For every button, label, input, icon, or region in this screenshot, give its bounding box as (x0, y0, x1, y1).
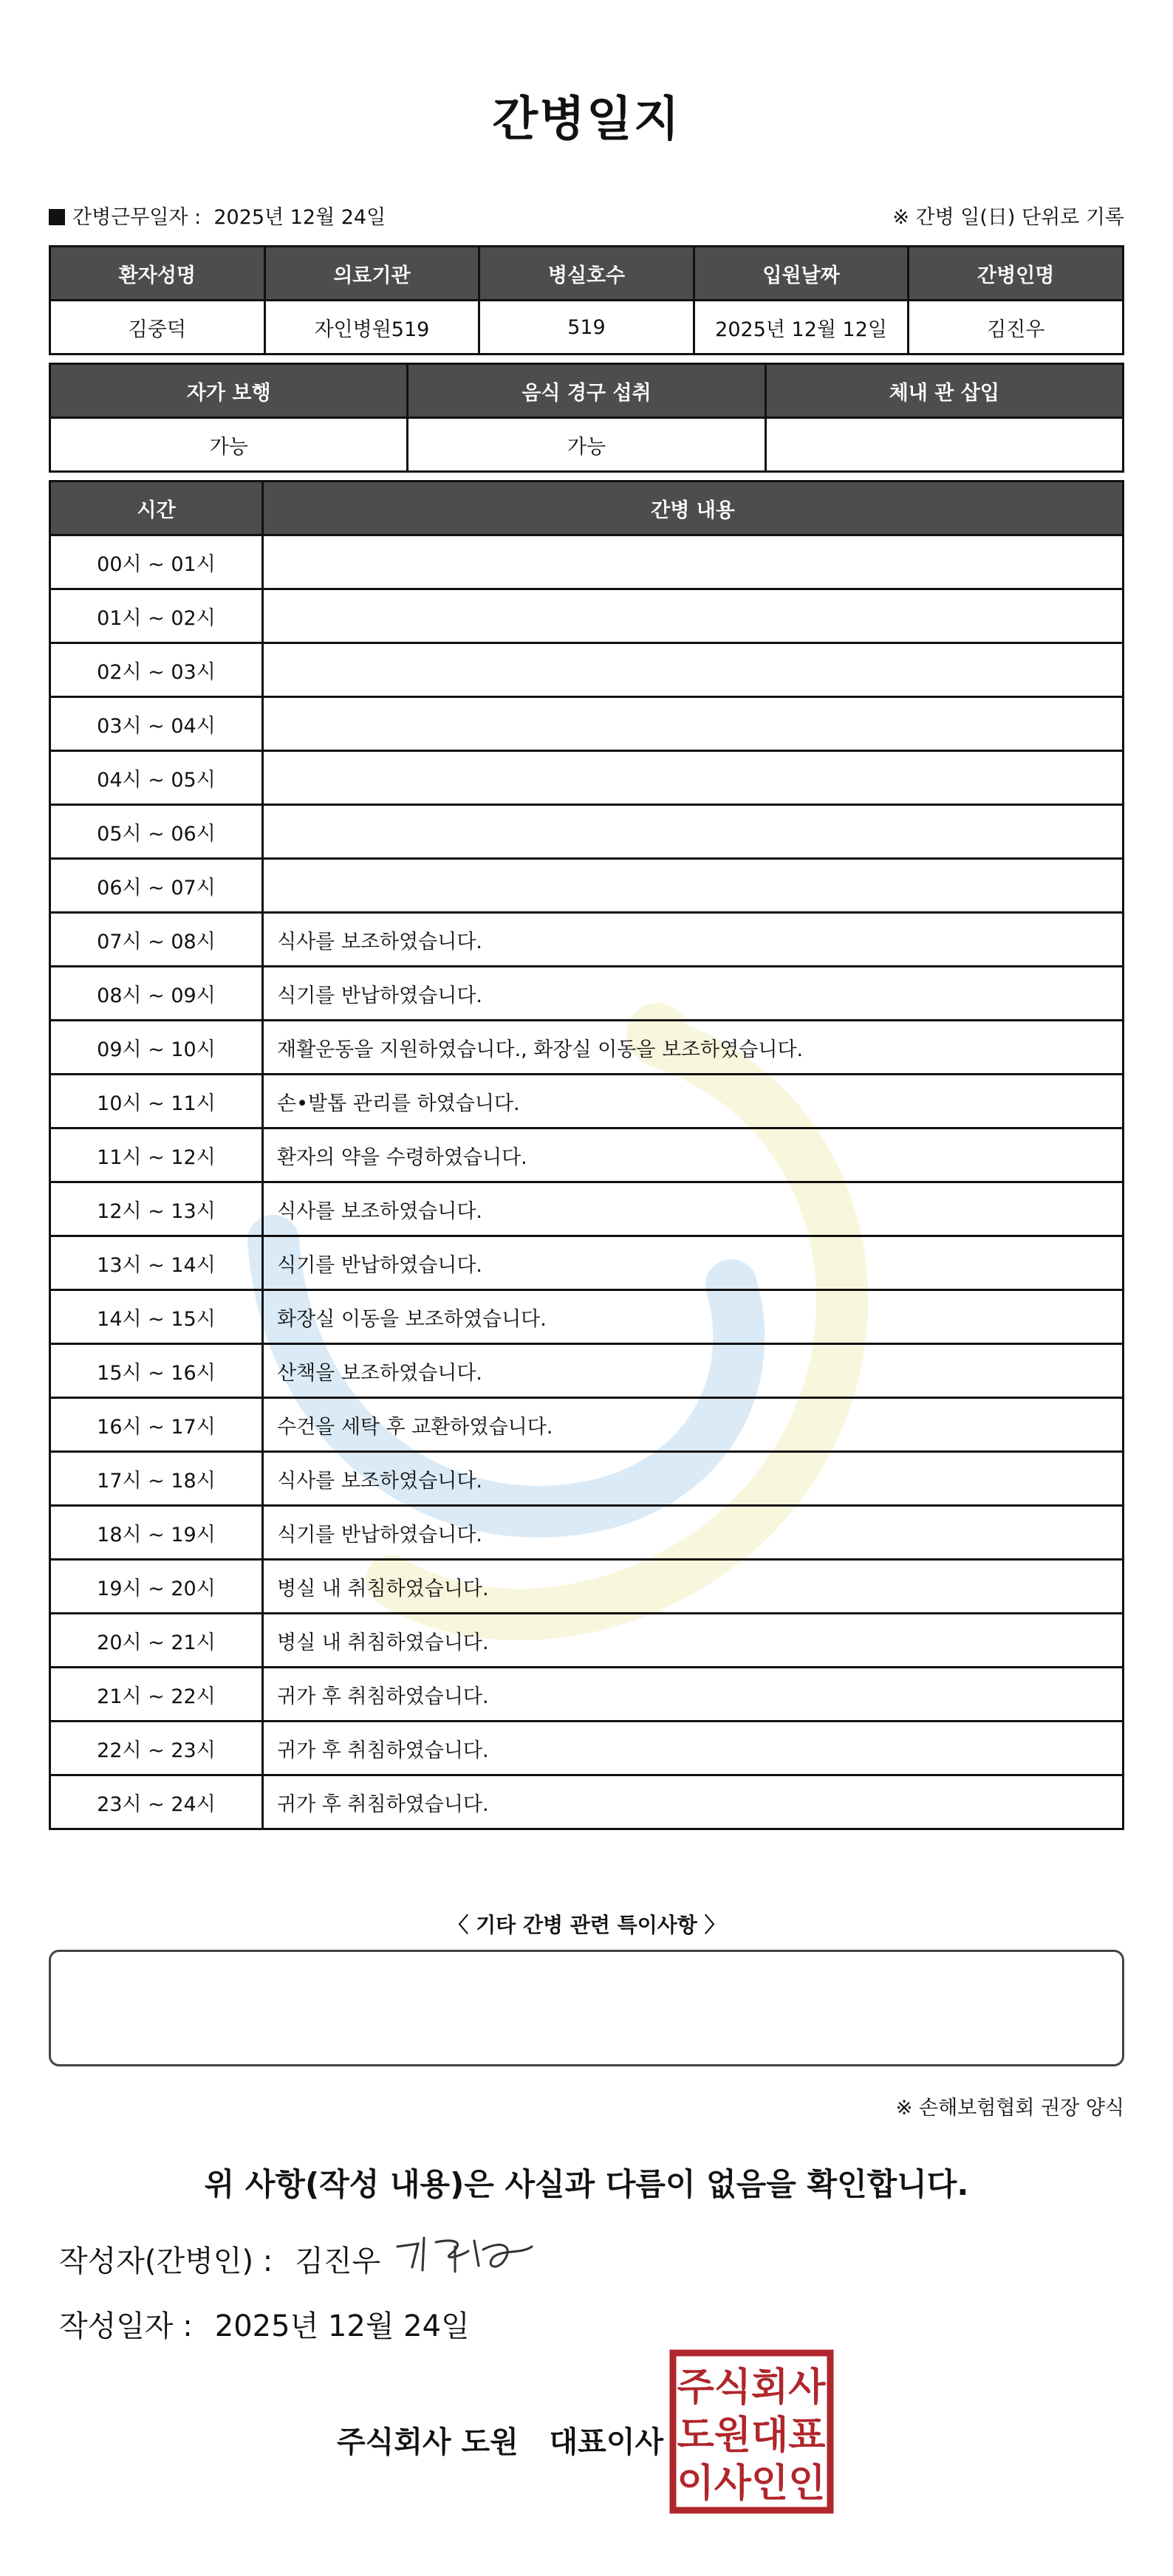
table-row (50, 751, 1124, 805)
care-content (263, 751, 1124, 805)
table-row (50, 859, 1124, 913)
time-slot: 10시 ~ 11시 (50, 1075, 263, 1128)
care-content: 식기를 반납하였습니다. (263, 1236, 1124, 1290)
square-bullet-icon (49, 209, 65, 225)
patient-info-value-row (50, 301, 1124, 354)
time-slot: 13시 ~ 14시 (50, 1236, 263, 1290)
care-content: 식사를 보조하였습니다. (263, 1182, 1124, 1236)
company-representative: 주식회사 도원 대표이사 (337, 2425, 664, 2459)
patient-condition-value-row (50, 418, 1124, 472)
care-content: 병실 내 취침하였습니다. (263, 1614, 1124, 1668)
table-row (50, 1290, 1124, 1344)
writer-label: 작성자(간병인) : (59, 2244, 273, 2278)
table-row (50, 967, 1124, 1021)
care-content (263, 535, 1124, 589)
table-row (50, 1722, 1124, 1775)
time-slot: 14시 ~ 15시 (50, 1290, 263, 1344)
table-row (50, 805, 1124, 859)
care-content: 식기를 반납하였습니다. (263, 1506, 1124, 1560)
admission-date: 2025년 12월 12일 (694, 301, 909, 354)
table-row (50, 1182, 1124, 1236)
care-content (263, 859, 1124, 913)
patient-name: 김중덕 (50, 301, 265, 354)
care-content: 식사를 보조하였습니다. (263, 1452, 1124, 1506)
table-row (50, 1021, 1124, 1075)
work-date-line (49, 201, 386, 230)
time-slot: 15시 ~ 16시 (50, 1344, 263, 1398)
header-hospital: 의료기관 (264, 247, 479, 301)
time-slot: 06시 ~ 07시 (50, 859, 263, 913)
company-seal-stamp (668, 2349, 835, 2515)
care-content: 귀가 후 취침하였습니다. (263, 1668, 1124, 1722)
patient-condition-header-row (50, 364, 1124, 418)
remarks-box (49, 1950, 1124, 2066)
document-title: 간병일지 (492, 92, 681, 147)
table-row (50, 697, 1124, 751)
remarks-heading: 〈 기타 간병 관련 특이사항 〉 (448, 1913, 725, 1937)
table-row (50, 1775, 1124, 1829)
header-care-content: 간병 내용 (263, 482, 1124, 535)
time-slot: 11시 ~ 12시 (50, 1128, 263, 1182)
time-slot: 23시 ~ 24시 (50, 1775, 263, 1829)
handwritten-signature (391, 2224, 539, 2284)
time-slot: 20시 ~ 21시 (50, 1614, 263, 1668)
time-slot: 09시 ~ 10시 (50, 1021, 263, 1075)
table-row (50, 1560, 1124, 1614)
care-content: 귀가 후 취침하였습니다. (263, 1722, 1124, 1775)
header-tube-insertion: 체내 관 삽입 (765, 364, 1123, 418)
care-content (263, 589, 1124, 643)
table-row (50, 1344, 1124, 1398)
stamp-text-line-2: 도원대표 (677, 2414, 826, 2458)
confirmation-statement: 위 사항(작성 내용)은 사실과 다름이 없음을 확인합니다. (204, 2166, 969, 2202)
care-content: 손•발톱 관리를 하였습니다. (263, 1075, 1124, 1128)
care-content: 귀가 후 취침하였습니다. (263, 1775, 1124, 1829)
header-self-walking: 자가 보행 (50, 364, 408, 418)
table-row (50, 1128, 1124, 1182)
table-row (50, 1236, 1124, 1290)
written-date-value: 2025년 12월 24일 (214, 2309, 470, 2343)
written-date-line (59, 2303, 470, 2345)
table-row (50, 1398, 1124, 1452)
hospital: 자인병원519 (264, 301, 479, 354)
time-slot: 00시 ~ 01시 (50, 535, 263, 589)
schedule-header-row (50, 482, 1124, 535)
header-room-number: 병실호수 (479, 247, 694, 301)
care-content (263, 697, 1124, 751)
caregiver-name: 김진우 (909, 301, 1124, 354)
patient-info-table (49, 245, 1124, 355)
header-oral-intake: 음식 경구 섭취 (408, 364, 765, 418)
time-slot: 03시 ~ 04시 (50, 697, 263, 751)
stamp-text-line-1: 주식회사 (677, 2366, 826, 2410)
care-content: 식기를 반납하였습니다. (263, 967, 1124, 1021)
written-date-label: 작성일자 : (59, 2309, 193, 2343)
care-content: 환자의 약을 수령하였습니다. (263, 1128, 1124, 1182)
time-slot: 02시 ~ 03시 (50, 643, 263, 697)
time-slot: 04시 ~ 05시 (50, 751, 263, 805)
time-slot: 12시 ~ 13시 (50, 1182, 263, 1236)
care-content: 수건을 세탁 후 교환하였습니다. (263, 1398, 1124, 1452)
care-content: 화장실 이동을 보조하였습니다. (263, 1290, 1124, 1344)
care-content: 산책을 보조하였습니다. (263, 1344, 1124, 1398)
time-slot: 01시 ~ 02시 (50, 589, 263, 643)
time-slot: 21시 ~ 22시 (50, 1668, 263, 1722)
work-date-label: 간병근무일자 : (72, 206, 202, 229)
time-slot: 19시 ~ 20시 (50, 1560, 263, 1614)
table-row (50, 589, 1124, 643)
header-caregiver-name: 간병인명 (909, 247, 1124, 301)
care-content (263, 643, 1124, 697)
time-slot: 16시 ~ 17시 (50, 1398, 263, 1452)
stamp-text-line-3: 이사인인 (677, 2462, 826, 2506)
care-content (263, 805, 1124, 859)
table-row (50, 1614, 1124, 1668)
time-slot: 18시 ~ 19시 (50, 1506, 263, 1560)
time-slot: 07시 ~ 08시 (50, 913, 263, 967)
time-slot: 22시 ~ 23시 (50, 1722, 263, 1775)
table-row (50, 535, 1124, 589)
table-row (50, 643, 1124, 697)
work-date-value: 2025년 12월 24일 (213, 206, 386, 229)
table-row (50, 1506, 1124, 1560)
time-slot: 08시 ~ 09시 (50, 967, 263, 1021)
room-number: 519 (479, 301, 694, 354)
time-slot: 05시 ~ 06시 (50, 805, 263, 859)
patient-info-header-row (50, 247, 1124, 301)
tube-insertion (765, 418, 1123, 472)
time-slot: 17시 ~ 18시 (50, 1452, 263, 1506)
table-row (50, 1075, 1124, 1128)
header-time: 시간 (50, 482, 263, 535)
care-content: 재활운동을 지원하였습니다., 화장실 이동을 보조하였습니다. (263, 1021, 1124, 1075)
table-row (50, 1452, 1124, 1506)
table-row (50, 913, 1124, 967)
header-admission-date: 입원날짜 (694, 247, 909, 301)
header-patient-name: 환자성명 (50, 247, 265, 301)
oral-intake: 가능 (408, 418, 765, 472)
care-content: 병실 내 취침하였습니다. (263, 1560, 1124, 1614)
record-unit-note: ※ 간병 일(日) 단위로 기록 (892, 206, 1124, 229)
care-schedule-table (49, 480, 1124, 1830)
form-note: ※ 손해보험협회 권장 양식 (895, 2097, 1124, 2120)
writer-name: 김진우 (295, 2244, 381, 2278)
table-row (50, 1668, 1124, 1722)
self-walking: 가능 (50, 418, 408, 472)
patient-condition-table (49, 363, 1124, 473)
care-content: 식사를 보조하였습니다. (263, 913, 1124, 967)
writer-line (59, 2238, 380, 2280)
